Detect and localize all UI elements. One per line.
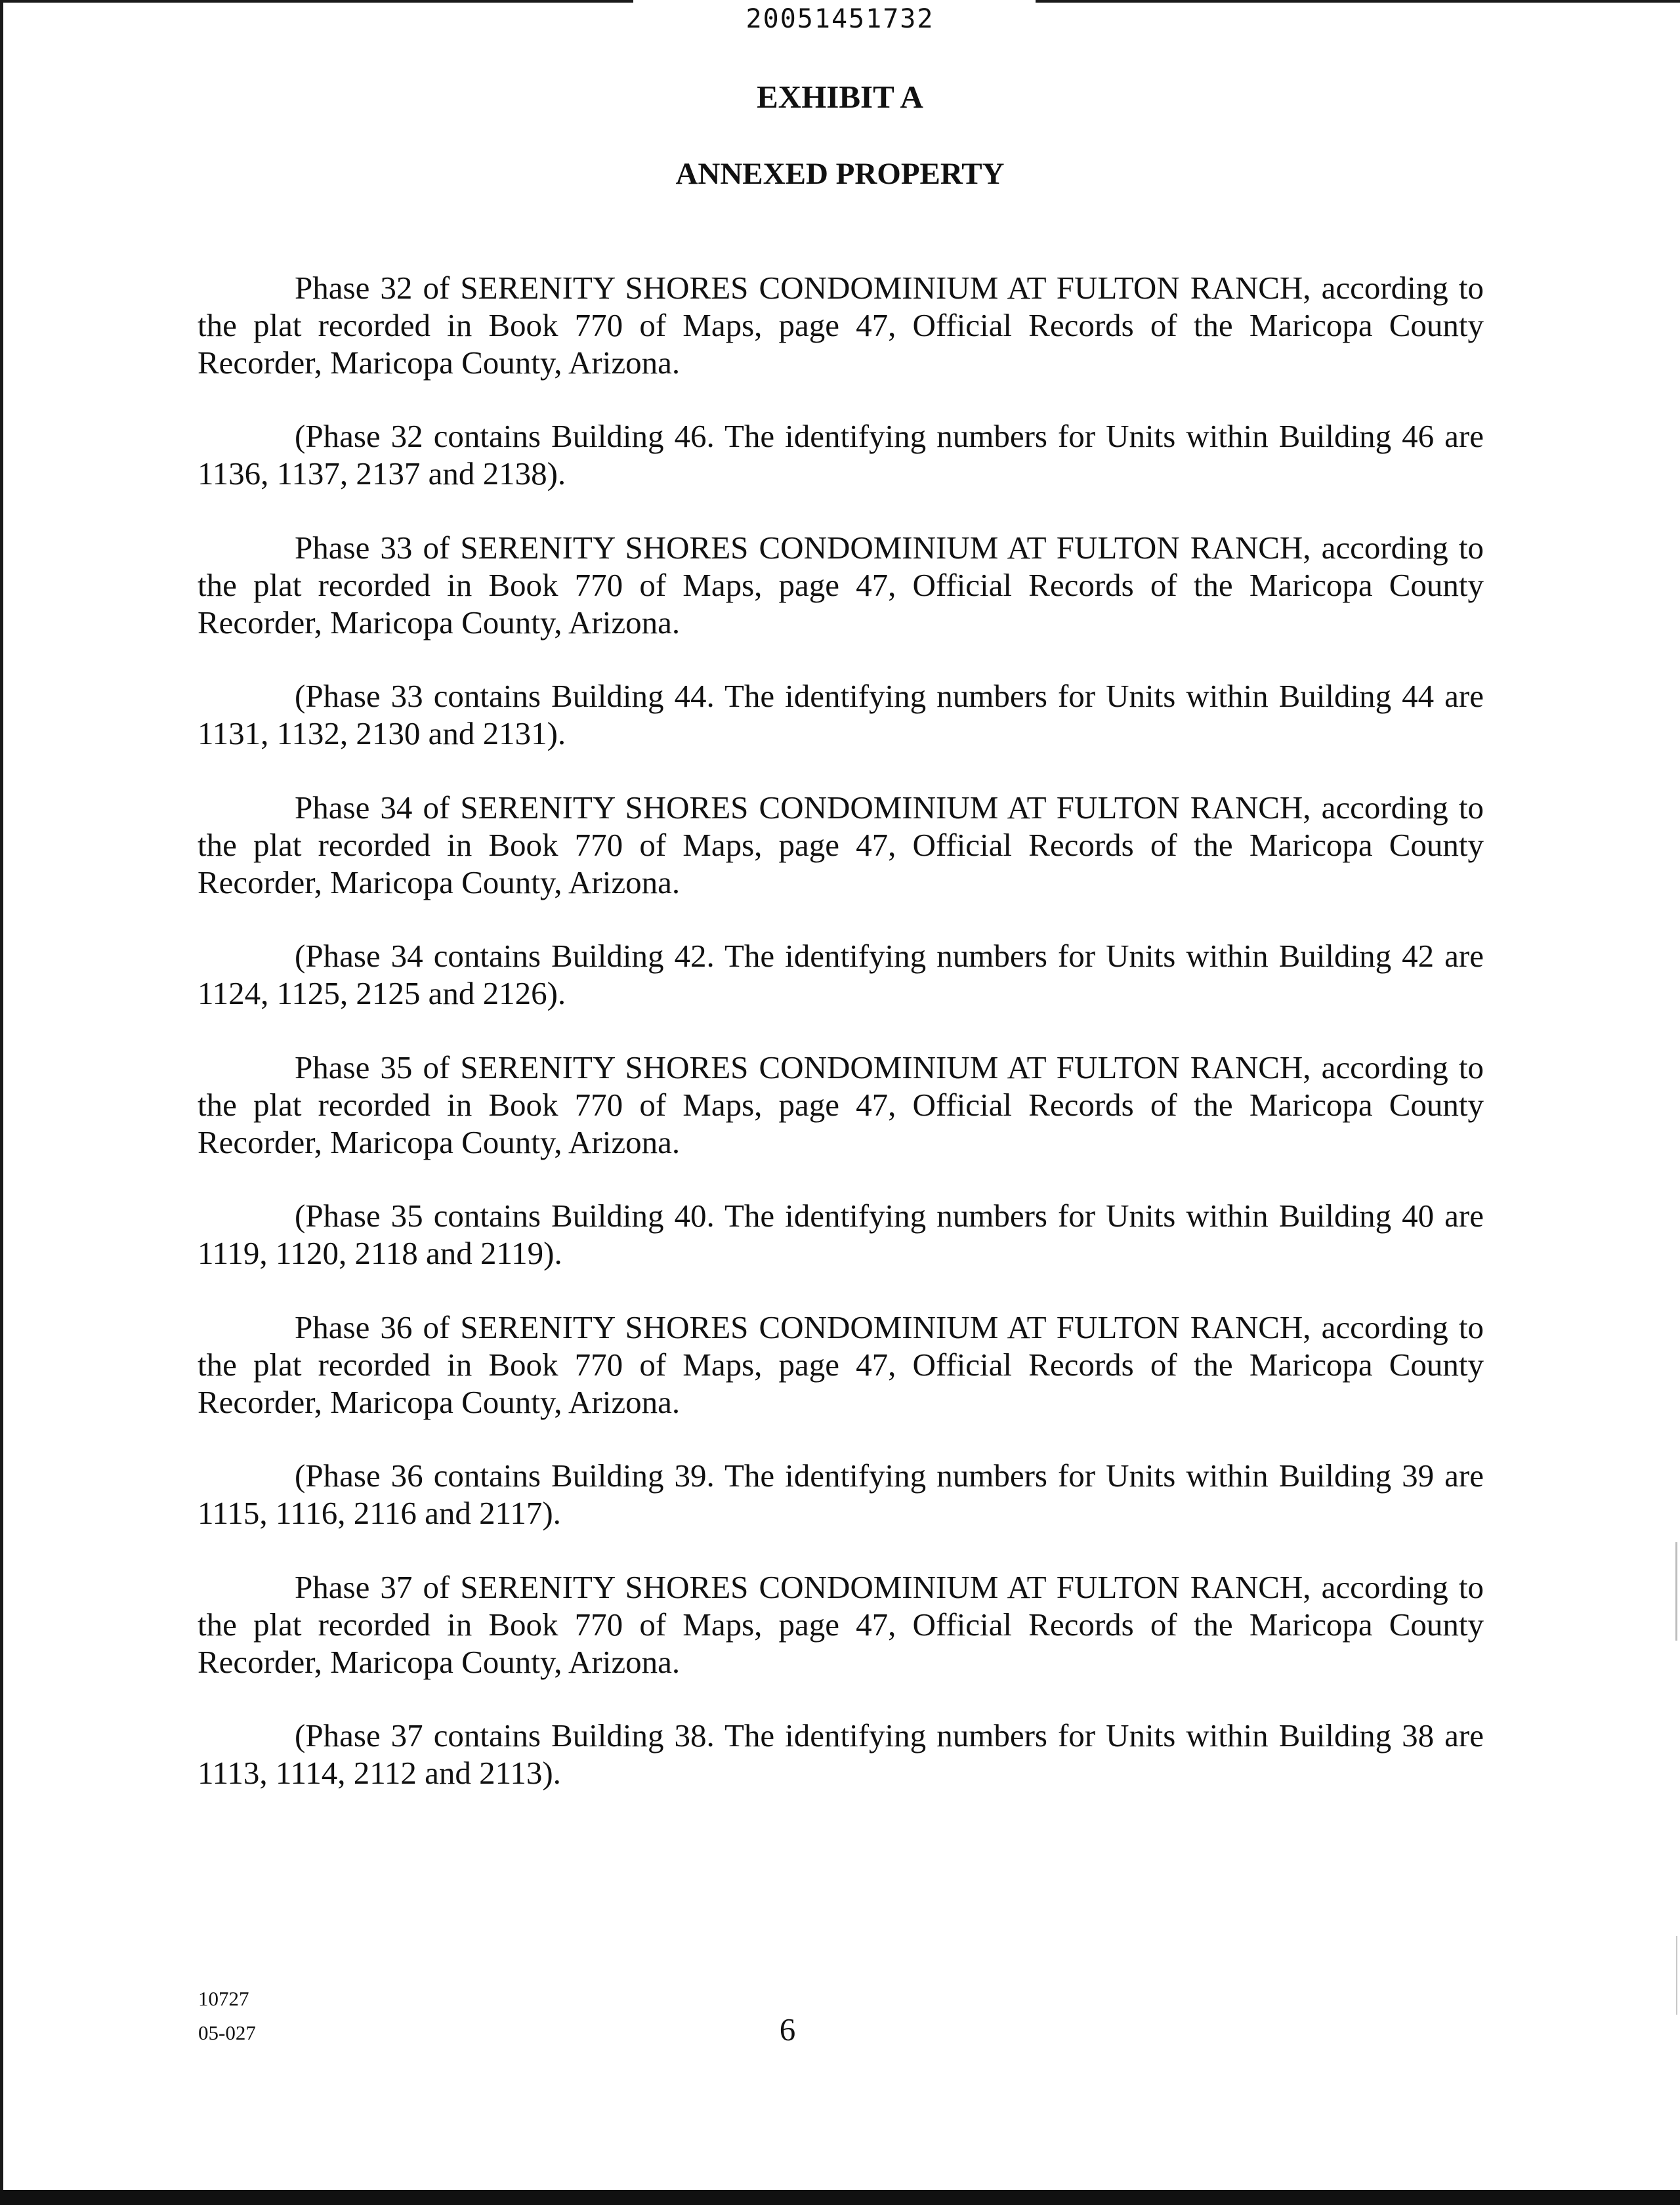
exhibit-title: EXHIBIT A <box>757 79 923 115</box>
page-number: 6 <box>779 2011 796 2048</box>
phase-description: Phase 33 of SERENITY SHORES CONDOMINIUM AT FULTON RANCH, according to the plat recorded in Book 770 of Maps, page 47, Official Records of the Maricopa County Recorder, Maricopa County, Arizona. <box>198 530 1484 640</box>
exhibit-body <box>198 269 1484 1828</box>
phase-description: Phase 34 of SERENITY SHORES CONDOMINIUM AT FULTON RANCH, according to the plat recorded in Book 770 of Maps, page 47, Official Records of the Maricopa County Recorder, Maricopa County, Arizona. <box>198 789 1484 900</box>
recording-number: 20051451732 <box>746 4 934 34</box>
phase-building-note: (Phase 32 contains Building 46. The identifying numbers for Units within Building 46 are 1136, 1137, 2137 and 2138). <box>198 418 1484 492</box>
phase-description: Phase 36 of SERENITY SHORES CONDOMINIUM AT FULTON RANCH, according to the plat recorded in Book 770 of Maps, page 47, Official Records of the Maricopa County Recorder, Maricopa County, Arizona. <box>198 1309 1484 1420</box>
phase-building-note: (Phase 36 contains Building 39. The identifying numbers for Units within Building 39 are 1115, 1116, 2116 and 2117). <box>198 1458 1484 1531</box>
footer-code-2: 05-027 <box>198 2021 256 2044</box>
phase-building-note: (Phase 34 contains Building 42. The identifying numbers for Units within Building 42 are 1124, 1125, 2125 and 2126). <box>198 938 1484 1011</box>
phase-building-note: (Phase 37 contains Building 38. The identifying numbers for Units within Building 38 are 1113, 1114, 2112 and 2113). <box>198 1717 1484 1791</box>
scan-bottom-bar <box>0 2190 1680 2205</box>
phase-description: Phase 37 of SERENITY SHORES CONDOMINIUM AT FULTON RANCH, according to the plat recorded in Book 770 of Maps, page 47, Official Records of the Maricopa County Recorder, Maricopa County, Arizona. <box>198 1569 1484 1680</box>
phase-building-note: (Phase 33 contains Building 44. The identifying numbers for Units within Building 44 are 1131, 1132, 2130 and 2131). <box>198 678 1484 751</box>
scan-speck <box>1675 1542 1677 1641</box>
footer-code-1: 10727 <box>198 1987 249 2010</box>
scan-left-edge <box>0 0 3 2191</box>
phase-building-note: (Phase 35 contains Building 40. The identifying numbers for Units within Building 40 are 1119, 1120, 2118 and 2119). <box>198 1198 1484 1271</box>
scan-speck <box>1676 1936 1677 2015</box>
exhibit-subtitle: ANNEXED PROPERTY <box>675 157 1005 191</box>
phase-description: Phase 35 of SERENITY SHORES CONDOMINIUM AT FULTON RANCH, according to the plat recorded in Book 770 of Maps, page 47, Official Records of the Maricopa County Recorder, Maricopa County, Arizona. <box>198 1049 1484 1160</box>
phase-description: Phase 32 of SERENITY SHORES CONDOMINIUM AT FULTON RANCH, according to the plat recorded in Book 770 of Maps, page 47, Official Records of the Maricopa County Recorder, Maricopa County, Arizona. <box>198 270 1484 381</box>
